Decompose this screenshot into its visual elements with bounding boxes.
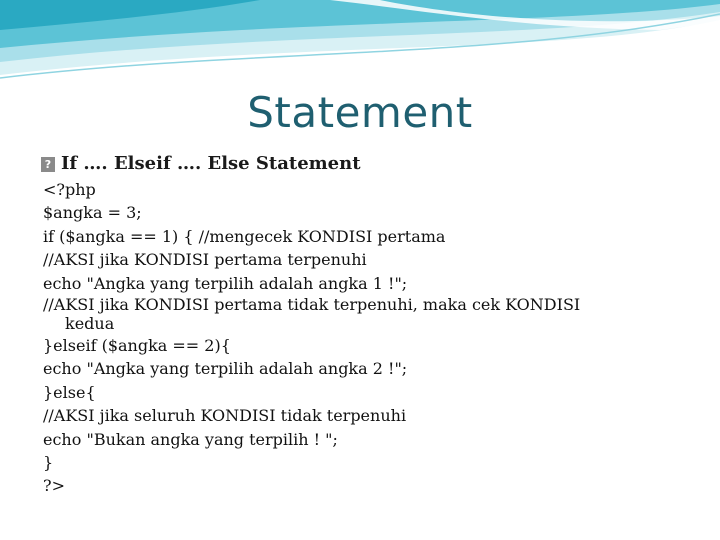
code-line: //AKSI jika seluruh KONDISI tidak terpenuhi (43, 406, 407, 426)
code-line: } (43, 453, 54, 473)
heading-text: If …. Elseif …. Else Statement (61, 153, 361, 174)
code-line: //AKSI jika KONDISI pertama tidak terpenuhi, maka cek KONDISI (43, 295, 581, 315)
missing-glyph-icon: ? (41, 157, 55, 172)
header-wave-decoration (0, 0, 720, 90)
slide-title: Statement (247, 88, 473, 137)
code-line: <?php (43, 180, 96, 199)
code-line: $angka = 3; (43, 203, 142, 223)
code-line: }elseif ($angka == 2){ (43, 336, 231, 356)
code-line: //AKSI jika KONDISI pertama terpenuhi (43, 250, 367, 270)
code-line-continuation: kedua (65, 314, 115, 334)
slide-body (43, 152, 683, 498)
code-line: if ($angka == 1) { //mengecek KONDISI pertama (43, 226, 446, 246)
code-line: ?> (43, 476, 65, 496)
code-line: echo "Angka yang terpilih adalah angka 1 !"; (43, 273, 408, 293)
code-line: echo "Angka yang terpilih adalah angka 2 !"; (43, 359, 408, 379)
code-line: }else{ (43, 382, 96, 402)
bullet-heading (41, 152, 683, 176)
code-line: echo "Bukan angka yang terpilih ! "; (43, 429, 338, 449)
